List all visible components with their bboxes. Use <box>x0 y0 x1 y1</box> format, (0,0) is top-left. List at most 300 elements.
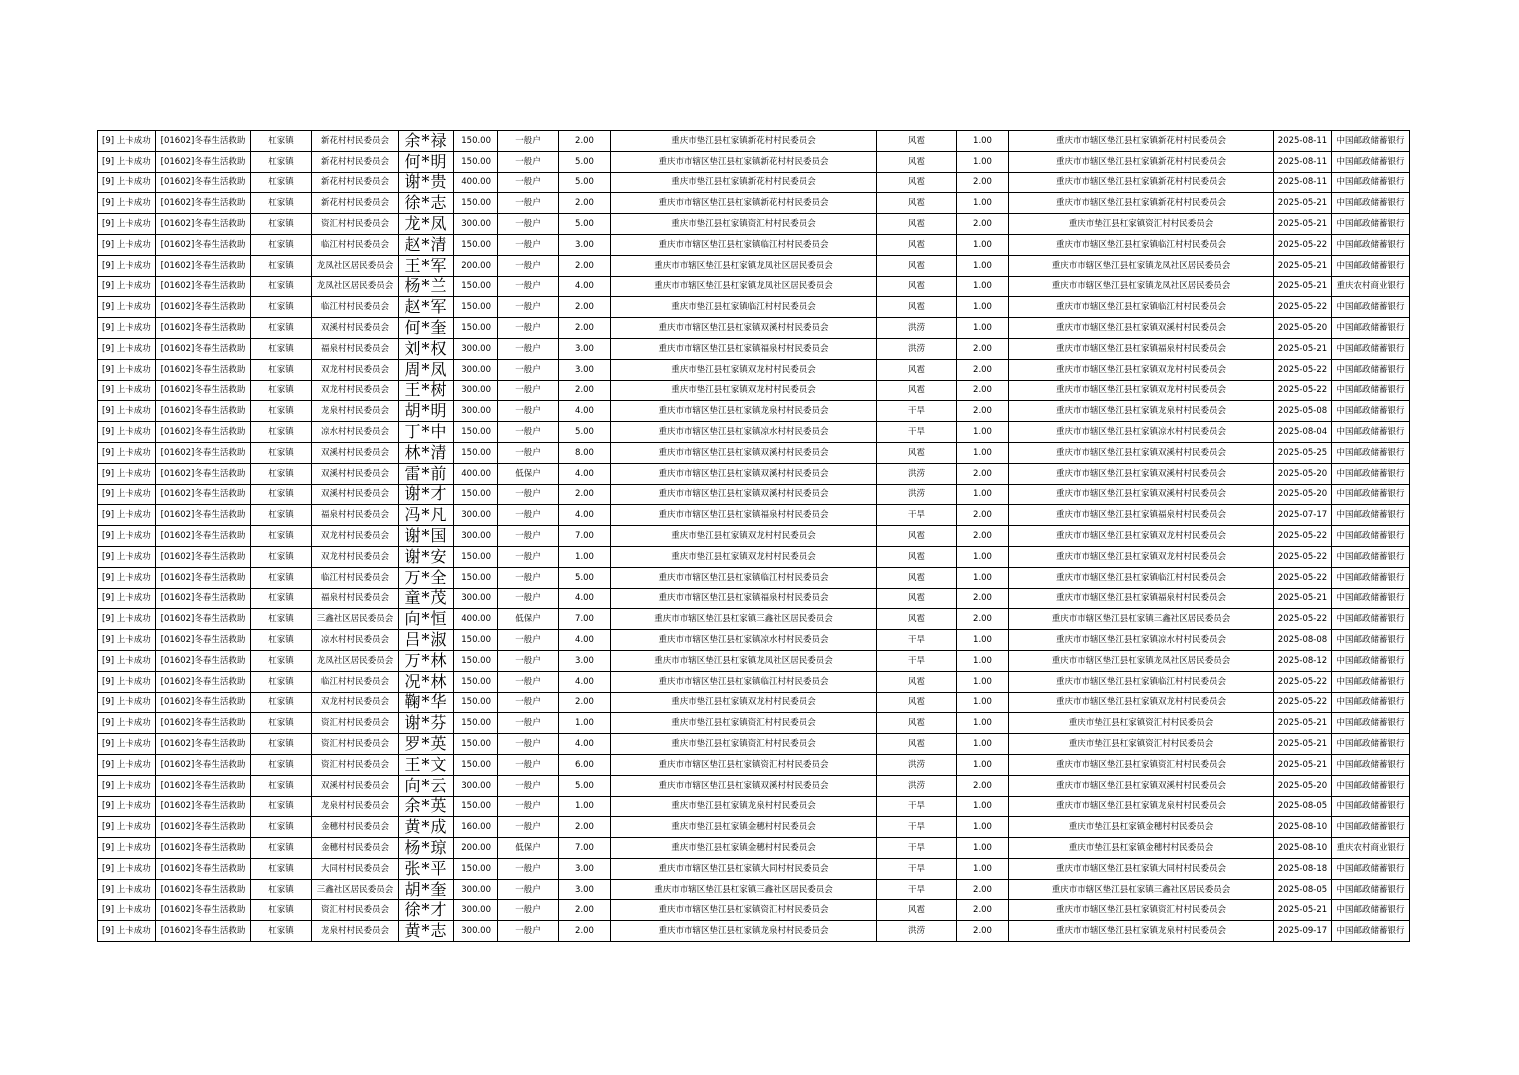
org-cell: 重庆市市辖区垫江县杠家镇临江村村民委员会 <box>1009 234 1274 255</box>
household-type-cell: 一般户 <box>498 401 559 422</box>
status-cell: [9] 上卡成功 <box>98 422 156 443</box>
table-row <box>98 838 1410 859</box>
bank-cell: 中国邮政储蓄银行 <box>1332 318 1410 339</box>
household-type-cell: 一般户 <box>498 297 559 318</box>
amount-cell: 400.00 <box>454 463 498 484</box>
amount-cell: 300.00 <box>454 588 498 609</box>
village-cell: 龙泉村村民委员会 <box>312 796 399 817</box>
status-cell: [9] 上卡成功 <box>98 255 156 276</box>
persons-cell: 5.00 <box>559 422 611 443</box>
address-cell: 重庆市市辖区垫江县杠家镇龙凤社区居民委员会 <box>611 650 877 671</box>
org-cell: 重庆市市辖区垫江县杠家镇三鑫社区居民委员会 <box>1009 879 1274 900</box>
amount-cell: 300.00 <box>454 526 498 547</box>
persons-cell: 3.00 <box>559 650 611 671</box>
table-row <box>98 546 1410 567</box>
address-cell: 重庆市垫江县杠家镇双龙村村民委员会 <box>611 692 877 713</box>
town-cell: 杠家镇 <box>251 546 312 567</box>
status-cell: [9] 上卡成功 <box>98 505 156 526</box>
name-cell: 谢*国 <box>399 526 454 547</box>
status-cell: [9] 上卡成功 <box>98 734 156 755</box>
town-cell: 杠家镇 <box>251 858 312 879</box>
org-cell: 重庆市市辖区垫江县杠家镇龙凤社区居民委员会 <box>1009 276 1274 297</box>
disaster-type-cell: 风雹 <box>877 567 957 588</box>
bank-cell: 中国邮政储蓄银行 <box>1332 526 1410 547</box>
count-cell: 1.00 <box>957 817 1009 838</box>
amount-cell: 300.00 <box>454 401 498 422</box>
name-cell: 林*清 <box>399 442 454 463</box>
count-cell: 1.00 <box>957 858 1009 879</box>
count-cell: 2.00 <box>957 401 1009 422</box>
program-cell: [01602]冬春生活救助 <box>156 234 251 255</box>
persons-cell: 4.00 <box>559 734 611 755</box>
count-cell: 1.00 <box>957 692 1009 713</box>
count-cell: 2.00 <box>957 526 1009 547</box>
status-cell: [9] 上卡成功 <box>98 567 156 588</box>
village-cell: 大同村村民委员会 <box>312 858 399 879</box>
bank-cell: 中国邮政储蓄银行 <box>1332 234 1410 255</box>
name-cell: 冯*凡 <box>399 505 454 526</box>
town-cell: 杠家镇 <box>251 921 312 942</box>
count-cell: 1.00 <box>957 297 1009 318</box>
name-cell: 丁*中 <box>399 422 454 443</box>
name-cell: 张*平 <box>399 858 454 879</box>
amount-cell: 200.00 <box>454 255 498 276</box>
table-body <box>98 131 1410 942</box>
date-cell: 2025-05-22 <box>1274 297 1332 318</box>
status-cell: [9] 上卡成功 <box>98 297 156 318</box>
town-cell: 杠家镇 <box>251 401 312 422</box>
program-cell: [01602]冬春生活救助 <box>156 338 251 359</box>
disaster-type-cell: 干旱 <box>877 838 957 859</box>
date-cell: 2025-08-11 <box>1274 131 1332 152</box>
date-cell: 2025-05-08 <box>1274 401 1332 422</box>
town-cell: 杠家镇 <box>251 838 312 859</box>
table-row <box>98 151 1410 172</box>
address-cell: 重庆市市辖区垫江县杠家镇凉水村村民委员会 <box>611 422 877 443</box>
program-cell: [01602]冬春生活救助 <box>156 609 251 630</box>
persons-cell: 2.00 <box>559 900 611 921</box>
village-cell: 龙泉村村民委员会 <box>312 921 399 942</box>
disaster-type-cell: 风雹 <box>877 734 957 755</box>
org-cell: 重庆市市辖区垫江县杠家镇资汇村村民委员会 <box>1009 900 1274 921</box>
town-cell: 杠家镇 <box>251 318 312 339</box>
disaster-type-cell: 风雹 <box>877 671 957 692</box>
date-cell: 2025-08-10 <box>1274 838 1332 859</box>
name-cell: 谢*才 <box>399 484 454 505</box>
name-cell: 龙*凤 <box>399 214 454 235</box>
village-cell: 龙凤社区居民委员会 <box>312 255 399 276</box>
village-cell: 新花村村民委员会 <box>312 131 399 152</box>
status-cell: [9] 上卡成功 <box>98 754 156 775</box>
name-cell: 向*云 <box>399 775 454 796</box>
town-cell: 杠家镇 <box>251 359 312 380</box>
persons-cell: 1.00 <box>559 713 611 734</box>
program-cell: [01602]冬春生活救助 <box>156 422 251 443</box>
town-cell: 杠家镇 <box>251 193 312 214</box>
village-cell: 临江村村民委员会 <box>312 297 399 318</box>
program-cell: [01602]冬春生活救助 <box>156 754 251 775</box>
persons-cell: 4.00 <box>559 463 611 484</box>
org-cell: 重庆市市辖区垫江县杠家镇双龙村村民委员会 <box>1009 546 1274 567</box>
town-cell: 杠家镇 <box>251 734 312 755</box>
address-cell: 重庆市垫江县杠家镇新花村村民委员会 <box>611 131 877 152</box>
count-cell: 1.00 <box>957 131 1009 152</box>
table-row <box>98 879 1410 900</box>
date-cell: 2025-05-20 <box>1274 484 1332 505</box>
town-cell: 杠家镇 <box>251 276 312 297</box>
household-type-cell: 一般户 <box>498 546 559 567</box>
date-cell: 2025-05-22 <box>1274 567 1332 588</box>
address-cell: 重庆市垫江县杠家镇双龙村村民委员会 <box>611 526 877 547</box>
org-cell: 重庆市市辖区垫江县杠家镇临江村村民委员会 <box>1009 567 1274 588</box>
town-cell: 杠家镇 <box>251 297 312 318</box>
count-cell: 1.00 <box>957 734 1009 755</box>
program-cell: [01602]冬春生活救助 <box>156 318 251 339</box>
org-cell: 重庆市市辖区垫江县杠家镇龙泉村村民委员会 <box>1009 796 1274 817</box>
name-cell: 余*英 <box>399 796 454 817</box>
date-cell: 2025-05-21 <box>1274 276 1332 297</box>
bank-cell: 中国邮政储蓄银行 <box>1332 380 1410 401</box>
address-cell: 重庆市市辖区垫江县杠家镇龙泉村村民委员会 <box>611 401 877 422</box>
persons-cell: 3.00 <box>559 338 611 359</box>
bank-cell: 中国邮政储蓄银行 <box>1332 588 1410 609</box>
amount-cell: 300.00 <box>454 879 498 900</box>
disaster-type-cell: 风雹 <box>877 442 957 463</box>
amount-cell: 150.00 <box>454 671 498 692</box>
amount-cell: 150.00 <box>454 297 498 318</box>
table-row <box>98 422 1410 443</box>
bank-cell: 重庆农村商业银行 <box>1332 838 1410 859</box>
persons-cell: 4.00 <box>559 671 611 692</box>
town-cell: 杠家镇 <box>251 442 312 463</box>
date-cell: 2025-08-08 <box>1274 630 1332 651</box>
disaster-type-cell: 洪涝 <box>877 775 957 796</box>
name-cell: 胡*明 <box>399 401 454 422</box>
date-cell: 2025-05-21 <box>1274 338 1332 359</box>
status-cell: [9] 上卡成功 <box>98 692 156 713</box>
status-cell: [9] 上卡成功 <box>98 713 156 734</box>
org-cell: 重庆市市辖区垫江县杠家镇福泉村村民委员会 <box>1009 505 1274 526</box>
village-cell: 龙凤社区居民委员会 <box>312 276 399 297</box>
program-cell: [01602]冬春生活救助 <box>156 671 251 692</box>
bank-cell: 中国邮政储蓄银行 <box>1332 734 1410 755</box>
status-cell: [9] 上卡成功 <box>98 131 156 152</box>
status-cell: [9] 上卡成功 <box>98 921 156 942</box>
town-cell: 杠家镇 <box>251 609 312 630</box>
date-cell: 2025-09-17 <box>1274 921 1332 942</box>
village-cell: 双溪村村民委员会 <box>312 484 399 505</box>
count-cell: 2.00 <box>957 505 1009 526</box>
program-cell: [01602]冬春生活救助 <box>156 546 251 567</box>
town-cell: 杠家镇 <box>251 172 312 193</box>
village-cell: 双溪村村民委员会 <box>312 442 399 463</box>
program-cell: [01602]冬春生活救助 <box>156 380 251 401</box>
org-cell: 重庆市市辖区垫江县杠家镇凉水村村民委员会 <box>1009 630 1274 651</box>
household-type-cell: 一般户 <box>498 359 559 380</box>
table-row <box>98 796 1410 817</box>
village-cell: 三鑫社区居民委员会 <box>312 609 399 630</box>
table-row <box>98 214 1410 235</box>
amount-cell: 150.00 <box>454 193 498 214</box>
date-cell: 2025-08-05 <box>1274 796 1332 817</box>
amount-cell: 150.00 <box>454 546 498 567</box>
disaster-type-cell: 风雹 <box>877 214 957 235</box>
status-cell: [9] 上卡成功 <box>98 588 156 609</box>
status-cell: [9] 上卡成功 <box>98 151 156 172</box>
org-cell: 重庆市市辖区垫江县杠家镇新花村村民委员会 <box>1009 151 1274 172</box>
bank-cell: 中国邮政储蓄银行 <box>1332 858 1410 879</box>
count-cell: 2.00 <box>957 463 1009 484</box>
bank-cell: 中国邮政储蓄银行 <box>1332 775 1410 796</box>
name-cell: 谢*贵 <box>399 172 454 193</box>
date-cell: 2025-05-21 <box>1274 255 1332 276</box>
name-cell: 谢*安 <box>399 546 454 567</box>
household-type-cell: 一般户 <box>498 630 559 651</box>
program-cell: [01602]冬春生活救助 <box>156 734 251 755</box>
disaster-type-cell: 风雹 <box>877 609 957 630</box>
count-cell: 2.00 <box>957 359 1009 380</box>
table-row <box>98 505 1410 526</box>
amount-cell: 400.00 <box>454 609 498 630</box>
address-cell: 重庆市垫江县杠家镇临江村村民委员会 <box>611 297 877 318</box>
status-cell: [9] 上卡成功 <box>98 609 156 630</box>
count-cell: 1.00 <box>957 318 1009 339</box>
village-cell: 双溪村村民委员会 <box>312 463 399 484</box>
town-cell: 杠家镇 <box>251 775 312 796</box>
count-cell: 1.00 <box>957 838 1009 859</box>
name-cell: 吕*淑 <box>399 630 454 651</box>
persons-cell: 5.00 <box>559 172 611 193</box>
address-cell: 重庆市市辖区垫江县杠家镇双溪村村民委员会 <box>611 775 877 796</box>
date-cell: 2025-05-22 <box>1274 234 1332 255</box>
town-cell: 杠家镇 <box>251 900 312 921</box>
org-cell: 重庆市市辖区垫江县杠家镇新花村村民委员会 <box>1009 131 1274 152</box>
household-type-cell: 一般户 <box>498 858 559 879</box>
amount-cell: 150.00 <box>454 650 498 671</box>
program-cell: [01602]冬春生活救助 <box>156 713 251 734</box>
persons-cell: 3.00 <box>559 359 611 380</box>
count-cell: 2.00 <box>957 214 1009 235</box>
persons-cell: 4.00 <box>559 630 611 651</box>
count-cell: 1.00 <box>957 671 1009 692</box>
table-row <box>98 380 1410 401</box>
table-row <box>98 900 1410 921</box>
table-row <box>98 401 1410 422</box>
town-cell: 杠家镇 <box>251 713 312 734</box>
table-row <box>98 484 1410 505</box>
disaster-type-cell: 风雹 <box>877 276 957 297</box>
address-cell: 重庆市市辖区垫江县杠家镇新花村村民委员会 <box>611 151 877 172</box>
bank-cell: 中国邮政储蓄银行 <box>1332 255 1410 276</box>
village-cell: 龙泉村村民委员会 <box>312 401 399 422</box>
name-cell: 王*文 <box>399 754 454 775</box>
status-cell: [9] 上卡成功 <box>98 380 156 401</box>
count-cell: 1.00 <box>957 422 1009 443</box>
household-type-cell: 一般户 <box>498 380 559 401</box>
bank-cell: 中国邮政储蓄银行 <box>1332 484 1410 505</box>
table-row <box>98 526 1410 547</box>
address-cell: 重庆市垫江县杠家镇双龙村村民委员会 <box>611 380 877 401</box>
status-cell: [9] 上卡成功 <box>98 817 156 838</box>
org-cell: 重庆市市辖区垫江县杠家镇临江村村民委员会 <box>1009 671 1274 692</box>
address-cell: 重庆市市辖区垫江县杠家镇双溪村村民委员会 <box>611 484 877 505</box>
program-cell: [01602]冬春生活救助 <box>156 775 251 796</box>
bank-cell: 中国邮政储蓄银行 <box>1332 754 1410 775</box>
household-type-cell: 一般户 <box>498 671 559 692</box>
disaster-type-cell: 风雹 <box>877 151 957 172</box>
program-cell: [01602]冬春生活救助 <box>156 692 251 713</box>
bank-cell: 中国邮政储蓄银行 <box>1332 796 1410 817</box>
disaster-type-cell: 干旱 <box>877 401 957 422</box>
address-cell: 重庆市垫江县杠家镇双龙村村民委员会 <box>611 546 877 567</box>
date-cell: 2025-05-20 <box>1274 775 1332 796</box>
program-cell: [01602]冬春生活救助 <box>156 900 251 921</box>
name-cell: 王*树 <box>399 380 454 401</box>
count-cell: 1.00 <box>957 796 1009 817</box>
date-cell: 2025-07-17 <box>1274 505 1332 526</box>
name-cell: 杨*琼 <box>399 838 454 859</box>
status-cell: [9] 上卡成功 <box>98 463 156 484</box>
status-cell: [9] 上卡成功 <box>98 442 156 463</box>
program-cell: [01602]冬春生活救助 <box>156 650 251 671</box>
household-type-cell: 一般户 <box>498 921 559 942</box>
table-row <box>98 650 1410 671</box>
amount-cell: 150.00 <box>454 151 498 172</box>
address-cell: 重庆市市辖区垫江县杠家镇双溪村村民委员会 <box>611 463 877 484</box>
disaster-type-cell: 风雹 <box>877 692 957 713</box>
village-cell: 资汇村村民委员会 <box>312 900 399 921</box>
bank-cell: 中国邮政储蓄银行 <box>1332 713 1410 734</box>
persons-cell: 2.00 <box>559 297 611 318</box>
bank-cell: 中国邮政储蓄银行 <box>1332 921 1410 942</box>
persons-cell: 8.00 <box>559 442 611 463</box>
org-cell: 重庆市市辖区垫江县杠家镇双龙村村民委员会 <box>1009 526 1274 547</box>
status-cell: [9] 上卡成功 <box>98 172 156 193</box>
count-cell: 1.00 <box>957 713 1009 734</box>
bank-cell: 中国邮政储蓄银行 <box>1332 609 1410 630</box>
household-type-cell: 一般户 <box>498 775 559 796</box>
village-cell: 双龙村村民委员会 <box>312 526 399 547</box>
town-cell: 杠家镇 <box>251 255 312 276</box>
household-type-cell: 一般户 <box>498 234 559 255</box>
disaster-type-cell: 干旱 <box>877 858 957 879</box>
household-type-cell: 一般户 <box>498 567 559 588</box>
persons-cell: 1.00 <box>559 796 611 817</box>
address-cell: 重庆市市辖区垫江县杠家镇双溪村村民委员会 <box>611 318 877 339</box>
org-cell: 重庆市市辖区垫江县杠家镇双溪村村民委员会 <box>1009 484 1274 505</box>
name-cell: 徐*志 <box>399 193 454 214</box>
bank-cell: 中国邮政储蓄银行 <box>1332 442 1410 463</box>
table-row <box>98 442 1410 463</box>
org-cell: 重庆市市辖区垫江县杠家镇双龙村村民委员会 <box>1009 692 1274 713</box>
table-row <box>98 817 1410 838</box>
date-cell: 2025-05-21 <box>1274 193 1332 214</box>
name-cell: 徐*才 <box>399 900 454 921</box>
bank-cell: 中国邮政储蓄银行 <box>1332 359 1410 380</box>
address-cell: 重庆市垫江县杠家镇资汇村村民委员会 <box>611 214 877 235</box>
town-cell: 杠家镇 <box>251 380 312 401</box>
bank-cell: 中国邮政储蓄银行 <box>1332 692 1410 713</box>
village-cell: 凉水村村民委员会 <box>312 630 399 651</box>
table-row <box>98 671 1410 692</box>
address-cell: 重庆市市辖区垫江县杠家镇三鑫社区居民委员会 <box>611 609 877 630</box>
org-cell: 重庆市市辖区垫江县杠家镇龙凤社区居民委员会 <box>1009 255 1274 276</box>
date-cell: 2025-08-11 <box>1274 172 1332 193</box>
disaster-type-cell: 风雹 <box>877 234 957 255</box>
household-type-cell: 低保户 <box>498 609 559 630</box>
persons-cell: 7.00 <box>559 526 611 547</box>
date-cell: 2025-05-21 <box>1274 588 1332 609</box>
program-cell: [01602]冬春生活救助 <box>156 858 251 879</box>
bank-cell: 中国邮政储蓄银行 <box>1332 297 1410 318</box>
status-cell: [9] 上卡成功 <box>98 546 156 567</box>
village-cell: 金穗村村民委员会 <box>312 817 399 838</box>
disaster-type-cell: 风雹 <box>877 526 957 547</box>
household-type-cell: 一般户 <box>498 422 559 443</box>
date-cell: 2025-05-20 <box>1274 463 1332 484</box>
count-cell: 1.00 <box>957 484 1009 505</box>
town-cell: 杠家镇 <box>251 671 312 692</box>
persons-cell: 7.00 <box>559 609 611 630</box>
town-cell: 杠家镇 <box>251 650 312 671</box>
amount-cell: 300.00 <box>454 505 498 526</box>
amount-cell: 300.00 <box>454 921 498 942</box>
org-cell: 重庆市垫江县杠家镇金穗村村民委员会 <box>1009 817 1274 838</box>
program-cell: [01602]冬春生活救助 <box>156 276 251 297</box>
program-cell: [01602]冬春生活救助 <box>156 526 251 547</box>
date-cell: 2025-05-22 <box>1274 380 1332 401</box>
disaster-type-cell: 风雹 <box>877 900 957 921</box>
household-type-cell: 一般户 <box>498 713 559 734</box>
persons-cell: 5.00 <box>559 567 611 588</box>
org-cell: 重庆市市辖区垫江县杠家镇双溪村村民委员会 <box>1009 442 1274 463</box>
persons-cell: 4.00 <box>559 588 611 609</box>
disaster-type-cell: 风雹 <box>877 255 957 276</box>
program-cell: [01602]冬春生活救助 <box>156 359 251 380</box>
status-cell: [9] 上卡成功 <box>98 671 156 692</box>
org-cell: 重庆市市辖区垫江县杠家镇三鑫社区居民委员会 <box>1009 609 1274 630</box>
household-type-cell: 一般户 <box>498 879 559 900</box>
disaster-type-cell: 洪涝 <box>877 921 957 942</box>
count-cell: 1.00 <box>957 630 1009 651</box>
status-cell: [9] 上卡成功 <box>98 630 156 651</box>
town-cell: 杠家镇 <box>251 754 312 775</box>
amount-cell: 150.00 <box>454 318 498 339</box>
org-cell: 重庆市市辖区垫江县杠家镇新花村村民委员会 <box>1009 193 1274 214</box>
town-cell: 杠家镇 <box>251 796 312 817</box>
village-cell: 新花村村民委员会 <box>312 193 399 214</box>
org-cell: 重庆市市辖区垫江县杠家镇福泉村村民委员会 <box>1009 338 1274 359</box>
bank-cell: 中国邮政储蓄银行 <box>1332 567 1410 588</box>
org-cell: 重庆市市辖区垫江县杠家镇双溪村村民委员会 <box>1009 318 1274 339</box>
bank-cell: 中国邮政储蓄银行 <box>1332 193 1410 214</box>
village-cell: 新花村村民委员会 <box>312 151 399 172</box>
program-cell: [01602]冬春生活救助 <box>156 131 251 152</box>
household-type-cell: 低保户 <box>498 838 559 859</box>
town-cell: 杠家镇 <box>251 505 312 526</box>
household-type-cell: 一般户 <box>498 172 559 193</box>
org-cell: 重庆市市辖区垫江县杠家镇大同村村民委员会 <box>1009 858 1274 879</box>
address-cell: 重庆市市辖区垫江县杠家镇龙凤社区居民委员会 <box>611 255 877 276</box>
household-type-cell: 一般户 <box>498 796 559 817</box>
count-cell: 1.00 <box>957 567 1009 588</box>
bank-cell: 中国邮政储蓄银行 <box>1332 900 1410 921</box>
program-cell: [01602]冬春生活救助 <box>156 879 251 900</box>
village-cell: 福泉村村民委员会 <box>312 338 399 359</box>
disaster-type-cell: 干旱 <box>877 879 957 900</box>
persons-cell: 5.00 <box>559 214 611 235</box>
town-cell: 杠家镇 <box>251 567 312 588</box>
